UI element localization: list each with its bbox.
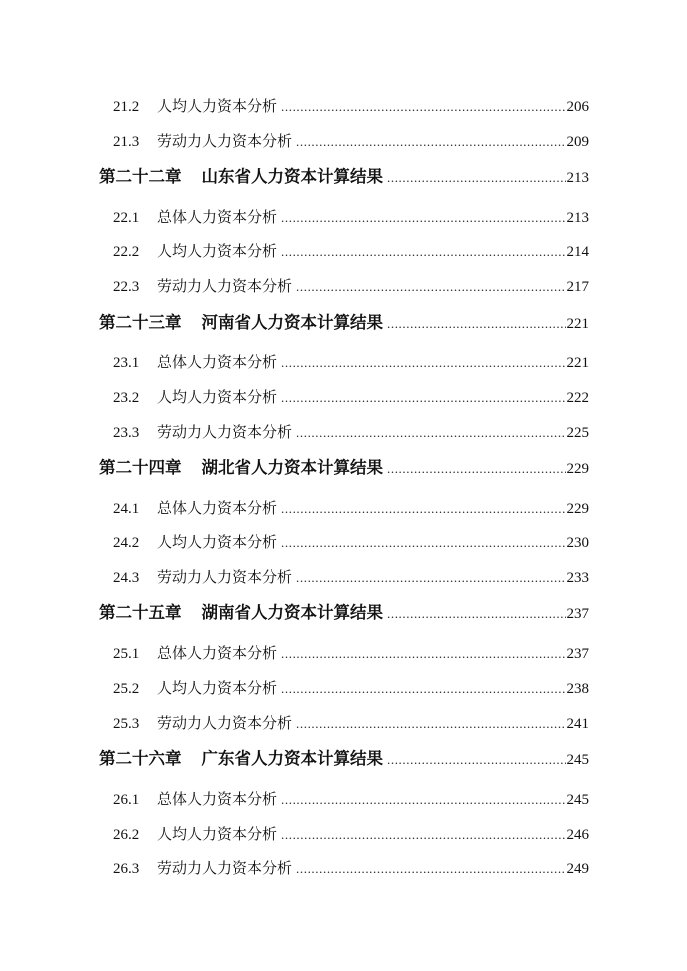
page-number: 229 [566, 501, 589, 517]
toc-entry-23-3 [113, 421, 589, 442]
section-number: 21.3 [113, 134, 140, 150]
chapter-number: 第二十三章 [99, 313, 182, 332]
page-number: 213 [566, 210, 589, 226]
toc-entry-22-3 [113, 275, 589, 296]
chapter-number: 第二十二章 [99, 167, 182, 186]
toc-entry-23-1 [113, 351, 589, 372]
toc-entry-24-1 [113, 497, 589, 518]
chapter-number: 第二十六章 [99, 749, 182, 768]
toc-entry-22-2 [113, 240, 589, 261]
section-number: 25.2 [113, 681, 140, 697]
section-title: 劳动力人力资本分析 [157, 277, 293, 295]
page-number: 245 [566, 752, 589, 768]
page-number: 209 [566, 134, 589, 150]
section-number: 25.3 [113, 716, 140, 732]
section-number: 23.3 [113, 425, 140, 441]
section-number: 21.2 [113, 99, 140, 115]
toc-chapter-26 [99, 745, 589, 769]
chapter-number: 第二十五章 [99, 603, 182, 622]
page-number: 230 [566, 535, 589, 551]
section-number: 26.3 [113, 861, 140, 877]
page-number: 214 [566, 244, 589, 260]
chapter-title: 湖北省人力资本计算结果 [201, 458, 383, 477]
page-number: 217 [566, 279, 589, 295]
toc-entry-22-1 [113, 206, 589, 227]
section-title: 劳动力人力资本分析 [157, 714, 293, 732]
toc-chapter-25 [99, 599, 589, 623]
page-number: 238 [566, 681, 589, 697]
page-number: 222 [566, 390, 589, 406]
section-title: 劳动力人力资本分析 [157, 423, 293, 441]
page-number: 237 [566, 606, 589, 622]
dot-leader [296, 570, 565, 586]
section-number: 24.1 [113, 501, 140, 517]
section-number: 25.1 [113, 646, 140, 662]
page-number: 249 [566, 861, 589, 877]
dot-leader [281, 99, 565, 115]
toc-entry-26-2 [113, 823, 589, 844]
section-title: 劳动力人力资本分析 [157, 859, 293, 877]
page-number: 213 [566, 170, 589, 186]
dot-leader [281, 210, 565, 226]
section-title: 总体人力资本分析 [157, 499, 278, 517]
chapter-title: 广东省人力资本计算结果 [201, 749, 383, 768]
page-number: 233 [566, 570, 589, 586]
dot-leader [296, 716, 565, 732]
dot-leader [281, 501, 565, 517]
section-number: 23.2 [113, 390, 140, 406]
section-title: 人均人力资本分析 [157, 533, 278, 551]
section-title: 劳动力人力资本分析 [157, 568, 293, 586]
toc-entry-25-1 [113, 642, 589, 663]
chapter-title: 山东省人力资本计算结果 [201, 167, 383, 186]
toc-entry-26-3 [113, 857, 589, 878]
section-number: 22.1 [113, 210, 140, 226]
page-number: 221 [566, 355, 589, 371]
dot-leader [281, 827, 565, 843]
chapter-number: 第二十四章 [99, 458, 182, 477]
dot-leader [281, 792, 565, 808]
section-number: 24.3 [113, 570, 140, 586]
page-number: 237 [566, 646, 589, 662]
section-title: 总体人力资本分析 [157, 353, 278, 371]
section-title: 人均人力资本分析 [157, 97, 278, 115]
dot-leader [281, 681, 565, 697]
dot-leader [387, 316, 566, 332]
section-number: 26.1 [113, 792, 140, 808]
dot-leader [281, 646, 565, 662]
section-title: 人均人力资本分析 [157, 679, 278, 697]
toc-entry-24-2 [113, 531, 589, 552]
section-title: 人均人力资本分析 [157, 825, 278, 843]
toc-chapter-22 [99, 163, 589, 187]
dot-leader [387, 606, 566, 622]
toc-chapter-23 [99, 309, 589, 333]
dot-leader [387, 752, 566, 768]
dot-leader [281, 244, 565, 260]
section-title: 人均人力资本分析 [157, 242, 278, 260]
toc-entry-23-2 [113, 386, 589, 407]
page-number: 245 [566, 792, 589, 808]
toc-entry-25-2 [113, 677, 589, 698]
toc-entry-26-1 [113, 788, 589, 809]
toc-entry-21-3 [113, 130, 589, 151]
page-number: 221 [566, 316, 589, 332]
section-number: 24.2 [113, 535, 140, 551]
page-number: 225 [566, 425, 589, 441]
section-title: 总体人力资本分析 [157, 208, 278, 226]
dot-leader [387, 461, 566, 477]
toc-entry-21-2 [113, 95, 589, 116]
page-number: 246 [566, 827, 589, 843]
section-title: 总体人力资本分析 [157, 644, 278, 662]
toc-entry-24-3 [113, 566, 589, 587]
page-number: 241 [566, 716, 589, 732]
dot-leader [281, 355, 565, 371]
chapter-title: 湖南省人力资本计算结果 [201, 603, 383, 622]
section-number: 22.3 [113, 279, 140, 295]
dot-leader [281, 390, 565, 406]
dot-leader [296, 134, 565, 150]
section-number: 23.1 [113, 355, 140, 371]
section-number: 26.2 [113, 827, 140, 843]
dot-leader [281, 535, 565, 551]
toc-chapter-24 [99, 454, 589, 478]
toc-entry-25-3 [113, 712, 589, 733]
dot-leader [296, 279, 565, 295]
dot-leader [387, 170, 566, 186]
dot-leader [296, 425, 565, 441]
dot-leader [296, 861, 565, 877]
page-number: 229 [566, 461, 589, 477]
section-title: 总体人力资本分析 [157, 790, 278, 808]
section-title: 人均人力资本分析 [157, 388, 278, 406]
chapter-title: 河南省人力资本计算结果 [201, 313, 383, 332]
section-number: 22.2 [113, 244, 140, 260]
section-title: 劳动力人力资本分析 [157, 132, 293, 150]
page-number: 206 [566, 99, 589, 115]
